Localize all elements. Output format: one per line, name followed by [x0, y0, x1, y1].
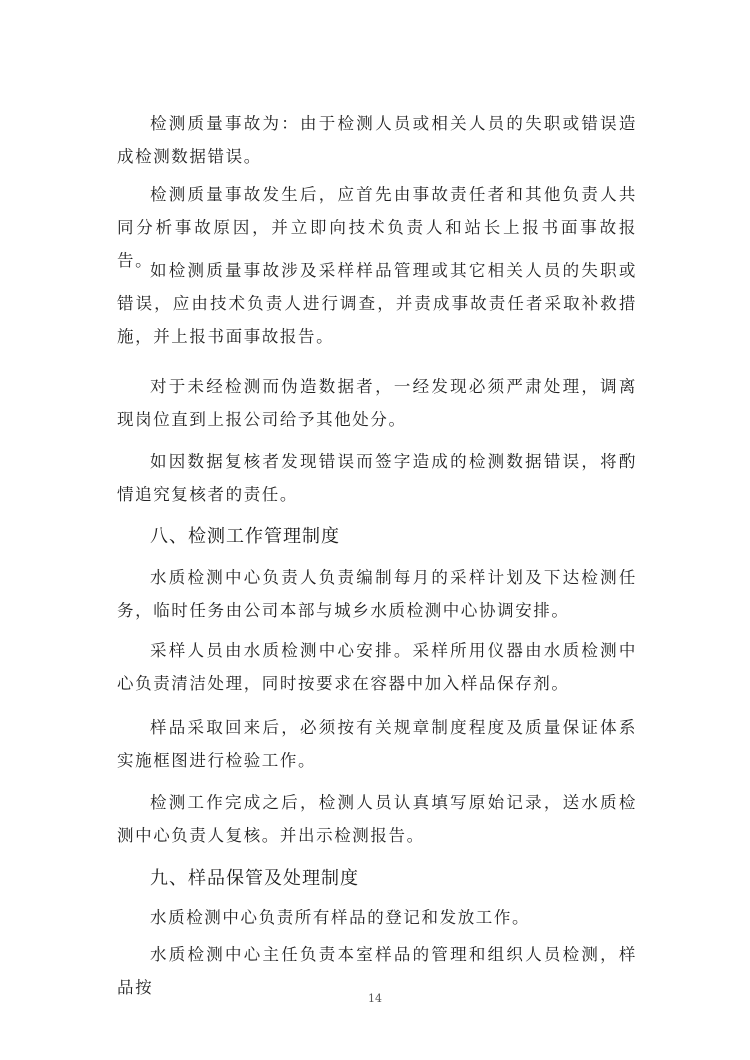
paragraph-sampling-staff: 采样人员由水质检测中心安排。采样所用仪器由水质检测中心负责清洁处理，同时按要求在容器中加入样品保存剂。 — [117, 641, 637, 693]
paragraph-reviewer-responsibility: 如因数据复核者发现错误而签字造成的检测数据错误，将酌情追究复核者的责任。 — [117, 452, 637, 504]
paragraph-sampling-plan: 水质检测中心负责人负责编制每月的采样计划及下达检测任务，临时任务由公司本部与城乡水质检测中心协调安排。 — [117, 568, 637, 620]
paragraph-accident-report: 检测质量事故发生后，应首先由事故责任者和其他负责人共同分析事故原因，并立即向技术负责人和站长上报书面事故报告。 — [117, 185, 637, 270]
paragraph-quality-accident-definition: 检测质量事故为：由于检测人员或相关人员的失职或错误造成检测数据错误。 — [117, 114, 637, 166]
paragraph-test-completion: 检测工作完成之后，检测人员认真填写原始记录，送水质检测中心负责人复核。并出示检测报告。 — [117, 793, 637, 845]
paragraph-falsified-data: 对于未经检测而伪造数据者，一经发现必须严肃处理，调离现岗位直到上报公司给予其他处分。 — [117, 377, 637, 429]
paragraph-technical-investigation: 如检测质量事故涉及采样样品管理或其它相关人员的失职或错误，应由技术负责人进行调查，并责成事故责任者采取补救措施，并上报书面事故报告。 — [117, 261, 637, 346]
page-number: 14 — [368, 992, 382, 1005]
paragraph-sample-inspection: 样品采取回来后，必须按有关规章制度程度及质量保证体系实施框图进行检验工作。 — [117, 718, 637, 770]
section-heading-8: 八、检测工作管理制度 — [150, 526, 340, 547]
paragraph-sample-management: 水质检测中心主任负责本室样品的管理和组织人员检测，样品按 — [117, 945, 637, 997]
section-heading-9: 九、样品保管及处理制度 — [150, 868, 359, 889]
paragraph-sample-registration: 水质检测中心负责所有样品的登记和发放工作。 — [150, 908, 531, 927]
